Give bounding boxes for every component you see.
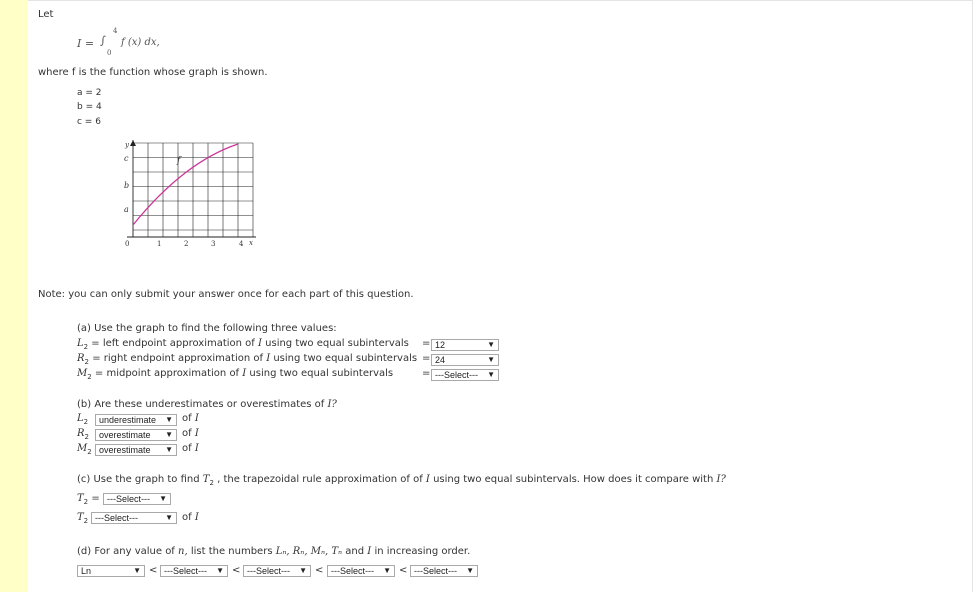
order-select-2[interactable]: ---Select--- ▼ <box>160 565 228 577</box>
m2-value-select[interactable]: ---Select--- ▼ <box>431 369 499 381</box>
of-i-text: of I <box>182 428 199 439</box>
where-text: where f is the function whose graph is shown. <box>38 67 268 78</box>
integrand: f (x) dx, <box>121 37 160 48</box>
part-b-l2-label: $L_2$ <box>77 413 89 426</box>
m2-estimate-select[interactable]: overestimate ▼ <box>95 444 177 456</box>
curve-label: f <box>177 156 181 166</box>
value-a: a = 2 <box>77 88 102 98</box>
let-label: Let <box>38 9 54 20</box>
chevron-down-icon: ▼ <box>487 340 495 349</box>
chevron-down-icon: ▼ <box>299 566 307 575</box>
part-d-title: (d) For any value of n, list the numbers Lₙ, Rₙ, Mₙ, Tₙ and I in increasing order. <box>77 546 471 557</box>
part-c-t2-label: $T_2$ = <box>77 493 100 506</box>
chevron-down-icon: ▼ <box>165 513 173 522</box>
part-c-t2-label-2: $T_2$ <box>77 512 89 525</box>
note-text: Note: you can only submit your answer once for each part of this question. <box>38 289 414 300</box>
chevron-down-icon: ▼ <box>165 415 173 424</box>
sym-L: L <box>77 338 84 349</box>
value-b: b = 4 <box>77 102 102 112</box>
x-tick-3: 3 <box>211 240 216 248</box>
less-than-sign: < <box>232 565 241 576</box>
part-a-row-r2: $R_2$ = right endpoint approximation of I using two equal subintervals <box>77 353 418 366</box>
order-select-4[interactable]: ---Select--- ▼ <box>327 565 395 577</box>
chevron-down-icon: ▼ <box>133 566 141 575</box>
chevron-down-icon: ▼ <box>165 430 173 439</box>
chevron-down-icon: ▼ <box>165 445 173 454</box>
part-c-title: (c) Use the graph to find $T_2$ , the trapezoidal rule approximation of of I using two equal subintervals. How does it compare with I? <box>77 474 726 487</box>
left-margin-bar <box>0 0 28 592</box>
chevron-down-icon: ▼ <box>466 566 474 575</box>
chevron-down-icon: ▼ <box>487 355 495 364</box>
value-c: c = 6 <box>77 117 101 127</box>
order-select-3[interactable]: ---Select--- ▼ <box>243 565 311 577</box>
x-tick-0: 0 <box>125 240 130 248</box>
function-graph <box>115 137 265 252</box>
eq-sign: = <box>422 353 431 364</box>
l2-value-select[interactable]: 12 ▼ <box>431 339 499 351</box>
t2-estimate-select[interactable]: ---Select--- ▼ <box>91 512 177 524</box>
order-select-1[interactable]: Ln ▼ <box>77 565 145 577</box>
grid <box>133 143 253 237</box>
r2-value-select[interactable]: 24 ▼ <box>431 354 499 366</box>
x-tick-4: 4 <box>239 240 244 248</box>
y-tick-c: c <box>124 154 129 163</box>
part-b-title: (b) Are these underestimates or overestimates of I? <box>77 399 337 410</box>
r2-estimate-select[interactable]: overestimate ▼ <box>95 429 177 441</box>
formula-lhs: I = <box>77 37 95 50</box>
part-a-row-l2: $L_2$ = left endpoint approximation of I using two equal subintervals <box>77 338 409 351</box>
x-tick-1: 1 <box>157 240 162 248</box>
chevron-down-icon: ▼ <box>216 566 224 575</box>
x-axis-label: x <box>249 239 253 247</box>
chevron-down-icon: ▼ <box>383 566 391 575</box>
part-b-m2-label: $M_2$ <box>77 443 92 456</box>
integral-sign: ∫ <box>100 34 106 47</box>
l2-estimate-select[interactable]: underestimate ▼ <box>95 414 177 426</box>
y-tick-b: b <box>124 181 130 190</box>
of-i-text: of I <box>182 512 199 523</box>
y-tick-a: a <box>124 205 129 214</box>
less-than-sign: < <box>315 565 324 576</box>
less-than-sign: < <box>149 565 158 576</box>
eq-sign: = <box>422 338 431 349</box>
eq-sign: = <box>422 368 431 379</box>
y-axis-label: y <box>125 141 129 149</box>
part-a-row-m2: $M_2$ = midpoint approximation of I using two equal subintervals <box>77 368 394 381</box>
part-a-title: (a) Use the graph to find the following three values: <box>77 323 337 334</box>
less-than-sign: < <box>399 565 408 576</box>
integral-lower-limit: 0 <box>107 49 112 57</box>
chevron-down-icon: ▼ <box>487 370 495 379</box>
top-divider <box>28 0 973 1</box>
part-b-r2-label: $R_2$ <box>77 428 89 441</box>
of-i-text: of I <box>182 443 199 454</box>
order-select-5[interactable]: ---Select--- ▼ <box>410 565 478 577</box>
curve-f <box>133 144 238 225</box>
chevron-down-icon: ▼ <box>159 494 167 503</box>
t2-value-select[interactable]: ---Select--- ▼ <box>103 493 171 505</box>
integral-upper-limit: 4 <box>113 27 118 35</box>
of-i-text: of I <box>182 413 199 424</box>
x-tick-2: 2 <box>184 240 189 248</box>
